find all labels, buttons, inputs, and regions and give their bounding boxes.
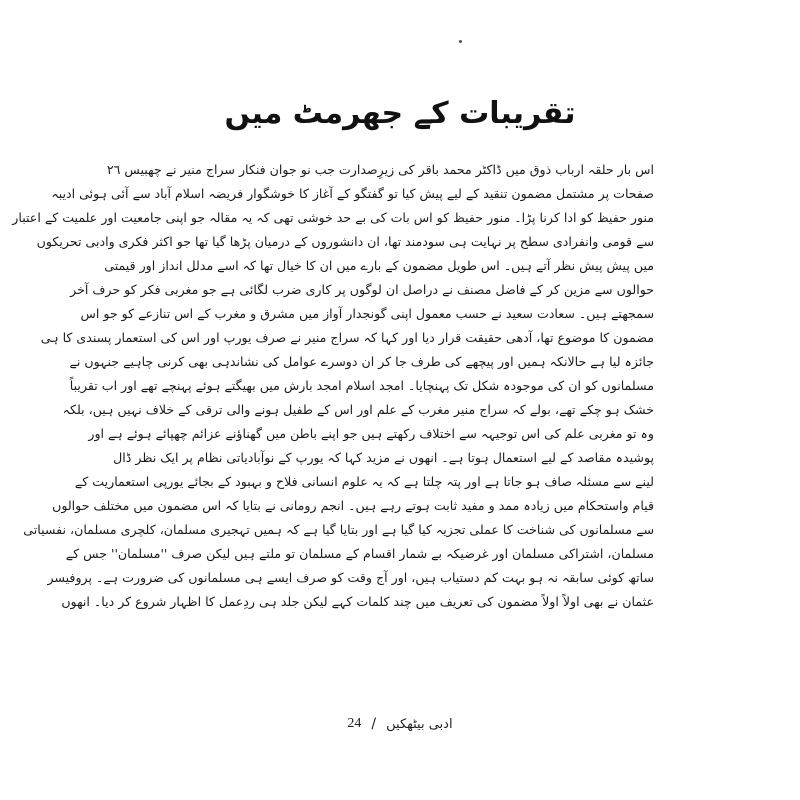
page-dot-mark xyxy=(459,40,462,43)
text-line: قیام واستحکام میں زیادہ ممد و مفید ثابت ہوتے رہے ہیں۔ انجم رومانی نے بتایا کہ اس مضمون میں مختلف حوالوں xyxy=(52,498,654,513)
text-line: منور حفیظ کو ادا کرنا پڑا۔ منور حفیظ کو اس بات کی بے حد خوشی تھی کہ یہ مقالہ جو اپنی جامعیت اور علمیت کے اعتبار xyxy=(12,210,654,225)
text-line: مضمون کا موضوع تھا، آدھی حقیقت قرار دیا اور کہا کہ سراج منیر نے صرف یورپ اور اس کی استعمار پسندی کا ہی xyxy=(40,330,654,345)
text-line: سے مسلمانوں کی شناخت کا عملی تجزیہ کیا گیا ہے اور بتایا گیا ہے کہ ہمیں تہجیری مسلمان، کلچری مسلمان، نفسیاتی xyxy=(23,522,654,537)
text-line: وہ تو مغربی علم کی اس توجیہہ سے اختلاف رکھتے ہیں جو اپنے باطن میں گھناؤنے عزائم چھپائے ہوئے ہے اور xyxy=(88,426,654,441)
text-line: سے قومی وانفرادی سطح پر نہایت ہی سودمند تھا، ان دانشوروں کے درمیان پڑھا گیا تھا جو اکثر فکری وادبی تحریکوں xyxy=(36,234,654,249)
text-line: صفحات پر مشتمل مضمون تنقید کے لیے پیش کیا تو گفتگو کے آغاز کا خوشگوار فریضہ اسلام آباد سے آئی ہوئی ادیبہ xyxy=(51,186,654,201)
text-line: خشک ہو چکے تھے، بولے کہ سراج منیر مغرب کے علم اور اس کے طفیل ہونے والی ترقی کے خلاف نہیں ہیں، بلکہ xyxy=(62,402,654,417)
text-line: میں پیش پیش نظر آتے ہیں۔ اس طویل مضمون کے بارے میں ان کا خیال تھا کہ اسے مدلل انداز اور قیمتی xyxy=(104,258,654,273)
text-line: جائزہ لیا ہے حالانکہ ہمیں اور پیچھے کی طرف جا کر ان دوسرے عوامل کی نشاندہی بھی کرنی چاہیے جنہوں نے xyxy=(69,354,654,369)
text-line: سمجھتے ہیں۔ سعادت سعید نے حسب معمول اپنی گونجدار آواز میں مشرق و مغرب کے اس تنازعے کو جو اس xyxy=(80,306,654,321)
page-number: 24 xyxy=(347,716,362,731)
page-footer xyxy=(0,716,800,732)
text-line: حوالوں سے مزین کر کے فاضل مصنف نے دراصل ان لوگوں پر کاری ضرب لگائی ہے جو مغربی فکر کو حرف آخر xyxy=(70,282,654,297)
text-line: عثمان نے بھی اولاً اولاً مضمون کی تعریف میں چند کلمات کہے لیکن جلد ہی ردِعمل کا اظہار شروع کر دیا۔ انھوں xyxy=(61,594,654,609)
page-title: تقریبات کے جھرمٹ میں xyxy=(224,96,576,131)
journal-name: ادبی بیٹھکیں xyxy=(386,716,453,732)
body-paragraph xyxy=(12,158,654,614)
text-line: مسلمانوں کو ان کی موجودہ شکل تک پہنچایا۔ امجد اسلام امجد بارش میں بھیگتے ہوئے پہنچے تھے اور اب تقریباً xyxy=(69,378,654,393)
text-line: مسلمان، اشتراکی مسلمان اور غرضیکہ بے شمار اقسام کے مسلمان تو ملتے ہیں لیکن صرف ''مسلمان'' جس کے xyxy=(65,546,654,561)
text-line: پوشیدہ مقاصد کے لیے استعمال ہوتا ہے۔ انھوں نے مزید کہا کہ یورپ کے نوآبادیاتی نظام پر ایک نظر ڈال xyxy=(113,450,654,465)
footer-separator: / xyxy=(371,716,377,732)
text-line: اس بار حلقہ ارباب ذوق میں ڈاکٹر محمد باقر کی زیرِصدارت جب نو جوان فنکار سراج منیر نے چھبیس ٢٦ xyxy=(106,162,654,177)
text-line: ساتھ کوئی سابقہ نہ ہو بہت کم دستیاب ہیں، اور آج وقت کو صرف ایسے ہی مسلمانوں کی ضرورت ہے۔ پروفیسر xyxy=(47,570,654,585)
text-line: لینے سے مسئلہ صاف ہو جاتا ہے اور پتہ چلتا ہے کہ یہ علوم انسانی فلاح و بہبود کے بجائے یورپی استعماریت کے xyxy=(74,474,654,489)
